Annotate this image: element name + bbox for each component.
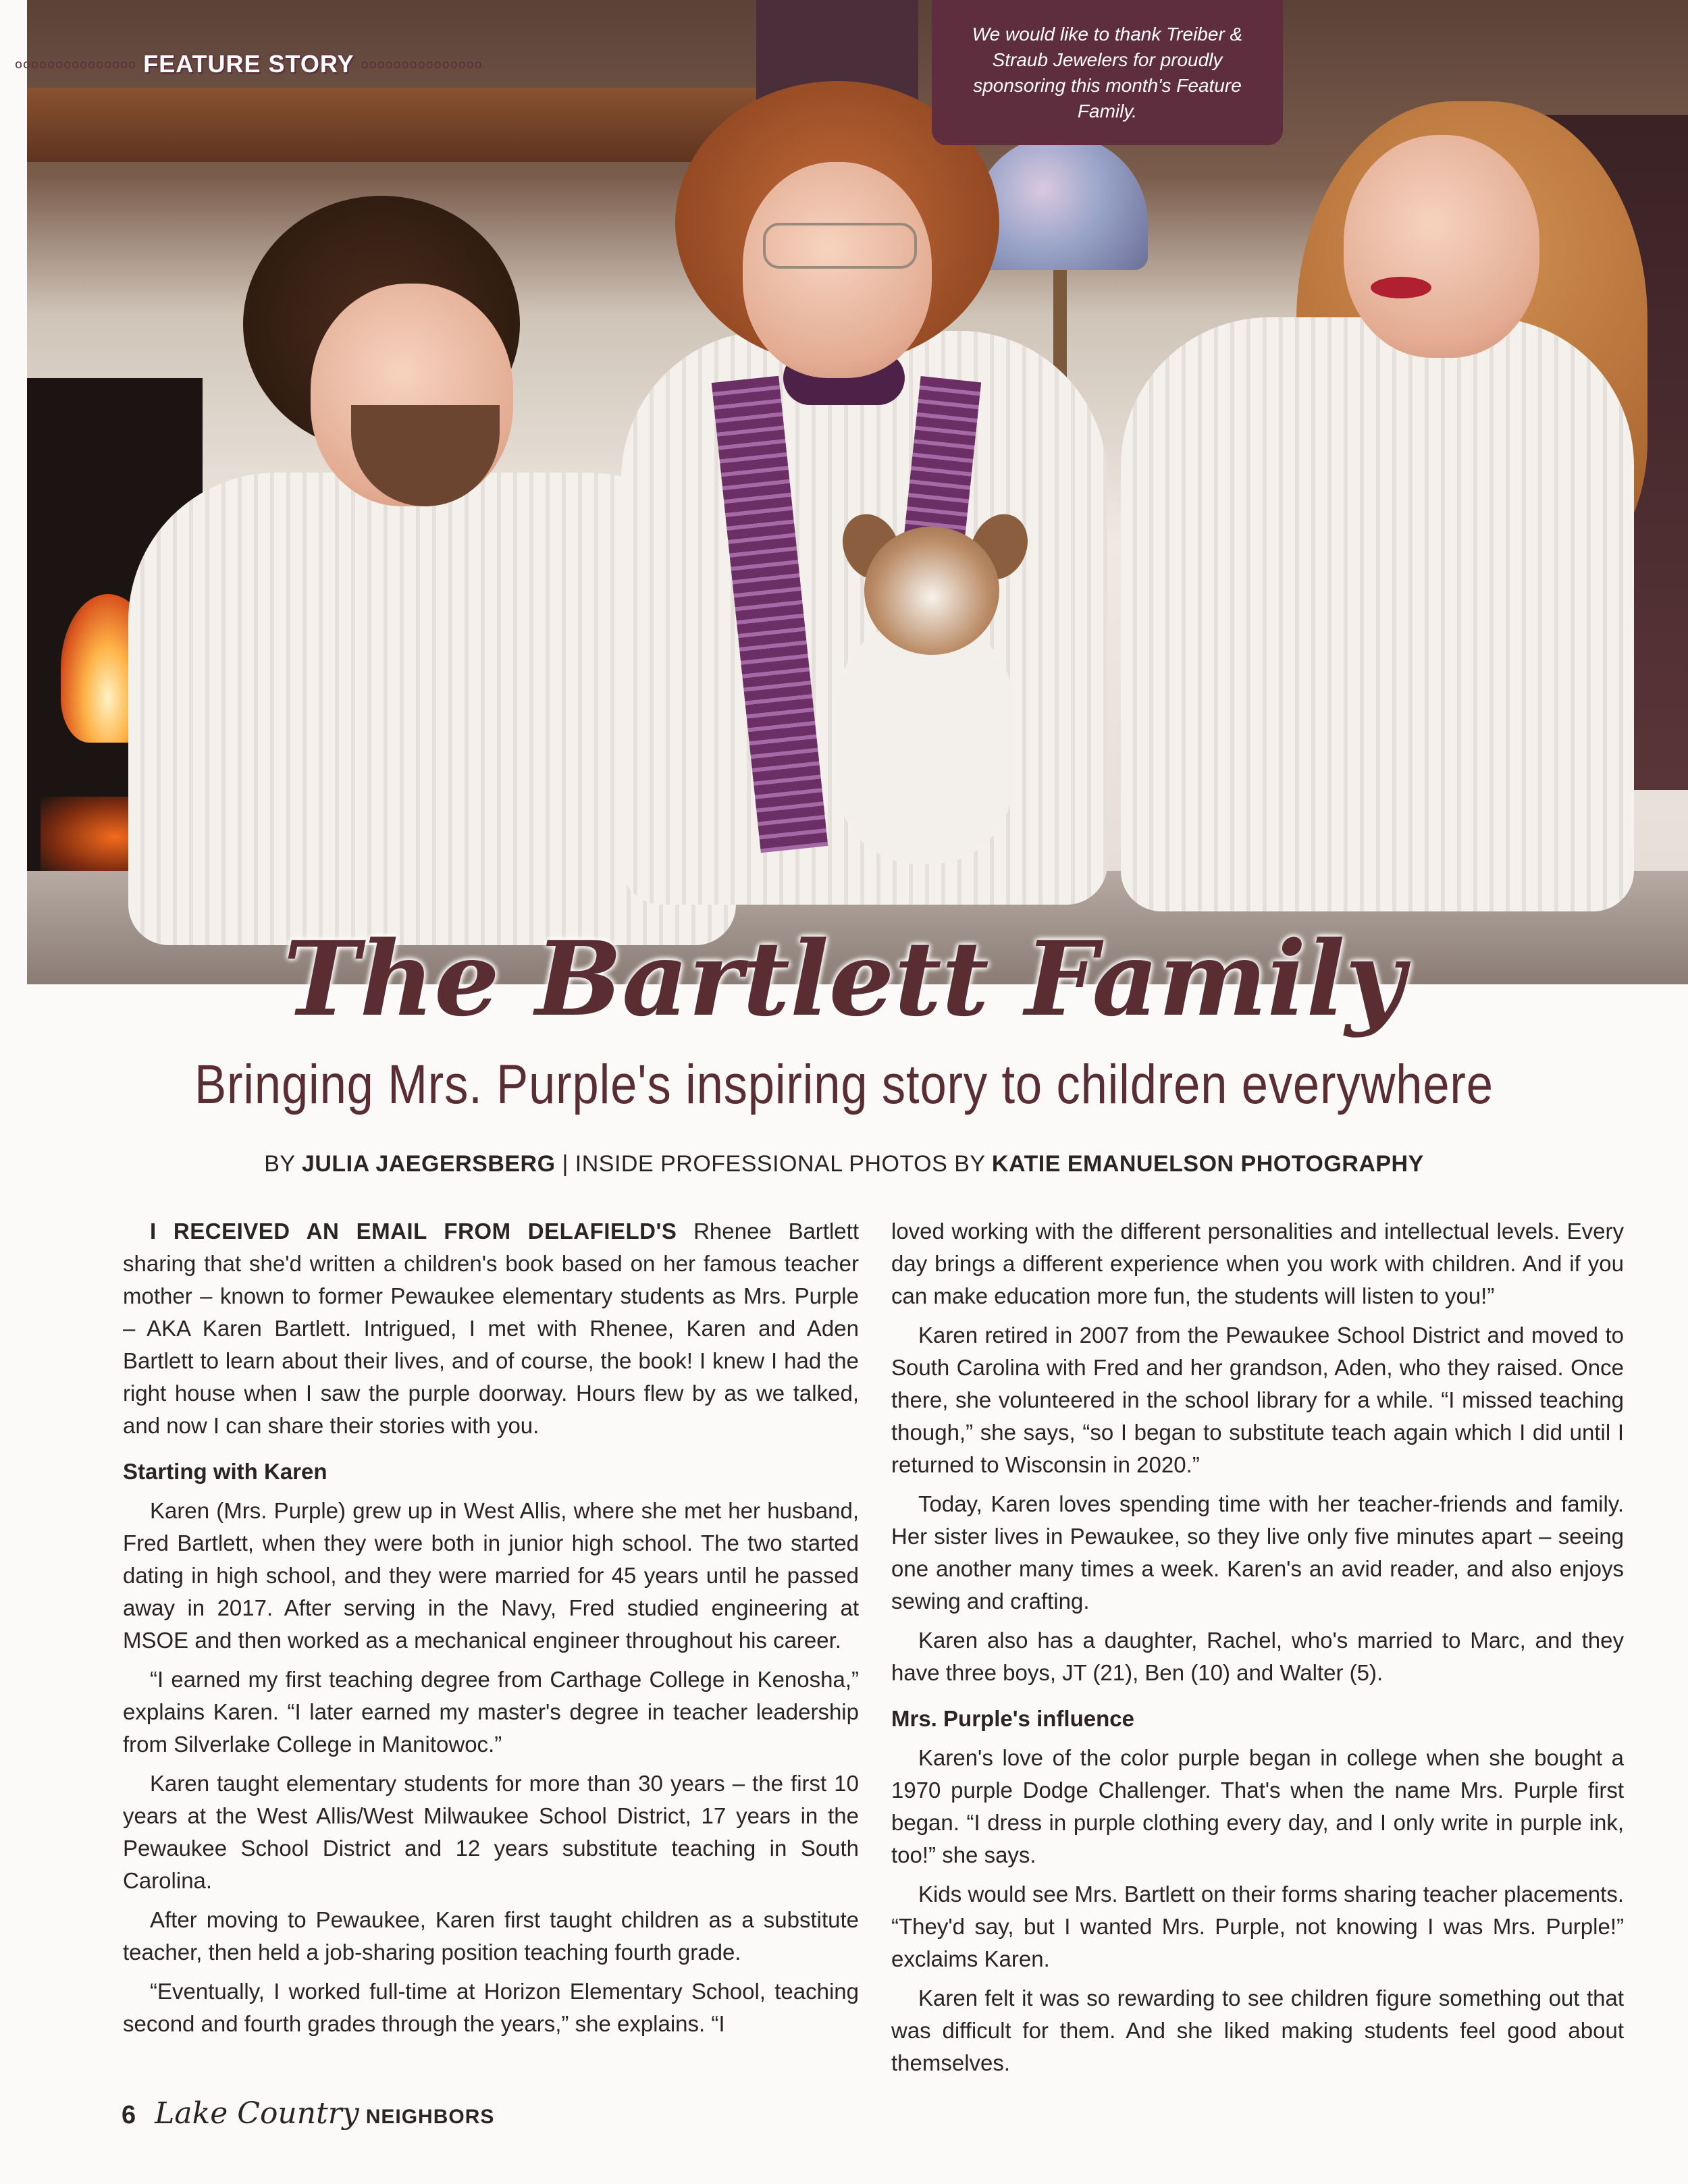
page-footer <box>122 2096 494 2131</box>
face <box>1344 135 1539 358</box>
article-title: The Bartlett Family <box>283 918 1405 1039</box>
section-heading: Mrs. Purple's influence <box>891 1706 1134 1731</box>
byline-by: BY <box>264 1151 295 1177</box>
tag-dots-left: ooooooooooooooo <box>15 57 137 72</box>
fireplace-mantel <box>27 88 770 162</box>
lips <box>1371 277 1431 298</box>
column-left <box>123 1215 859 2047</box>
glasses <box>763 223 917 269</box>
paragraph: After moving to Pewaukee, Karen first taught children as a substitute teacher, then held a job-sharing position teaching fourth grade. <box>123 1907 859 1965</box>
byline-separator: | INSIDE PROFESSIONAL PHOTOS BY <box>555 1151 992 1177</box>
paragraph <box>123 1215 859 1442</box>
feature-story-tag <box>15 50 483 78</box>
section-heading: Starting with Karen <box>123 1459 327 1484</box>
byline-author: JULIA JAEGERSBERG <box>301 1151 556 1177</box>
paragraph: “Eventually, I worked full-time at Horizon Elementary School, teaching second and fourth grades through the years,” she explains. “I <box>123 1979 859 2036</box>
byline <box>0 1151 1688 1177</box>
tiffany-lamp <box>972 135 1148 270</box>
paragraph: Karen taught elementary students for more than 30 years – the first 10 years at the West Allis/West Milwaukee School District, 17 years in the Pewaukee School District and 12 years substitute teaching in South Carolina. <box>123 1771 859 1893</box>
dog-head <box>864 527 999 655</box>
magazine-logo-script: Lake Country <box>155 2096 359 2131</box>
paragraph: “I earned my first teaching degree from Carthage College in Kenosha,” explains Karen. “I later earned my master's degree in teacher leadership from Silverlake College in Manitowoc.” <box>123 1667 859 1757</box>
paragraph-text: Rhenee Bartlett sharing that she'd written a children's book based on her famous teacher mother – known to former Pewaukee elementary students as Mrs. Purple – AKA Karen Bartlett. Intrigued, I met with Rhenee, Karen and Aden Bartlett to learn about their lives, and of course, the book! I knew I had the right house when I saw the purple doorway. Hours flew by as we talked, and now I can share their stories with you. <box>123 1219 859 1438</box>
dog <box>824 513 1040 864</box>
paragraph: Kids would see Mrs. Bartlett on their forms sharing teacher placements. “They'd say, but I wanted Mrs. Purple, not knowing I was Mrs. Purple!” exclaims Karen. <box>891 1882 1624 1971</box>
paragraph: Karen felt it was so rewarding to see children figure something out that was difficult for them. And she liked making students feel good about themselves. <box>891 1986 1624 2075</box>
paragraph: Today, Karen loves spending time with her teacher-friends and family. Her sister lives in Pewaukee, so they live only five minutes apart – seeing one another many times a week. Karen's an avid reader, and also enjoys sewing and crafting. <box>891 1491 1624 1614</box>
lead-in: I RECEIVED AN EMAIL FROM DELAFIELD'S <box>150 1219 677 1244</box>
dog-body <box>837 621 1013 864</box>
tag-label: FEATURE STORY <box>143 50 354 78</box>
family-photo <box>27 0 1688 984</box>
column-right <box>891 1215 1624 2086</box>
sponsor-box <box>932 0 1283 145</box>
sweater <box>1121 317 1634 911</box>
page-number: 6 <box>122 2101 136 2129</box>
magazine-logo-word: NEIGHBORS <box>365 2106 495 2128</box>
byline-photographer: KATIE EMANUELSON PHOTOGRAPHY <box>991 1151 1424 1177</box>
face <box>743 162 932 378</box>
paragraph: Karen retired in 2007 from the Pewaukee School District and moved to South Carolina with Fred and her grandson, Aden, who they raised. Once there, she volunteered in the school library for a while. “I missed teaching though,” she says, “so I began to substitute teach again which I did until I returned to Wisconsin in 2020.” <box>891 1323 1624 1477</box>
article-subtitle: Bringing Mrs. Purple's inspiring story to children everywhere <box>194 1054 1494 1115</box>
paragraph: Karen's love of the color purple began in college when she bought a 1970 purple Dodge Challenger. That's when the name Mrs. Purple first began. “I dress in purple clothing every day, and I only write in purple ink, too!” she says. <box>891 1745 1624 1867</box>
tag-dots-right: ooooooooooooooo <box>361 57 483 72</box>
paragraph: Karen (Mrs. Purple) grew up in West Allis, where she met her husband, Fred Bartlett, when they were both in junior high school. The two started dating in high school, and they were married for 45 years until he passed away in 2017. After serving in the Navy, Fred studied engineering at MSOE and then worked as a mechanical engineer throughout his career. <box>123 1498 859 1653</box>
paragraph: loved working with the different personalities and intellectual levels. Every day brings a different experience when you work with children. And if you can make education more fun, the students will listen to you!” <box>891 1219 1624 1308</box>
paragraph: Karen also has a daughter, Rachel, who's married to Marc, and they have three boys, JT (21), Ben (10) and Walter (5). <box>891 1628 1624 1685</box>
sponsor-text: We would like to thank Treiber & Straub Jewelers for proudly sponsoring this month's Feature Family. <box>972 23 1243 122</box>
